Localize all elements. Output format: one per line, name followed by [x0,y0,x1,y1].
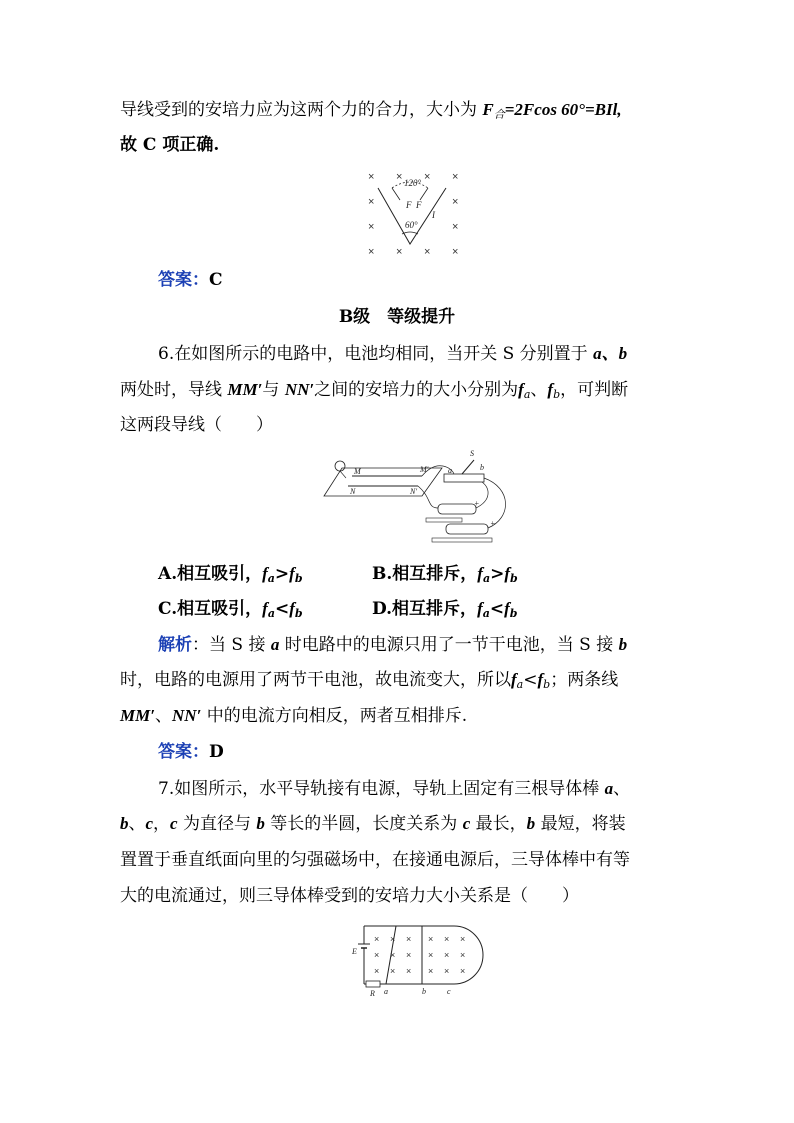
q6-mm: MM′ [227,380,263,399]
option-sub: b [510,572,518,585]
option-sub: b [509,607,518,620]
option-c[interactable] [158,597,303,626]
field-cross: × [452,221,459,233]
fig2-b: b [480,463,484,472]
q6-fb: f [547,380,554,399]
q7-line4: 大的电流通过，则三导体棒受到的安培力大小关系是（ ） [120,886,579,906]
formula-rest: =2Fcos 60°=BIl, [504,100,622,119]
svg-text:×: × [390,934,396,944]
fig3-b: b [422,987,426,996]
q7-line1 [158,777,630,801]
option-f: f [262,564,268,583]
svg-text:×: × [444,966,450,976]
field-cross: × [368,221,375,233]
field-cross: × [396,246,403,258]
fig1-force-left: F [406,200,412,210]
analysis-text: ；两条线 [550,670,619,690]
field-cross: × [368,171,375,183]
option-f: f [289,564,295,583]
para1-text: 导线受到的安培力应为这两个力的合力，大小为 [120,100,483,120]
figure-circuit [322,448,532,548]
q6-text: 与 [262,380,285,400]
fig3-a: a [384,987,388,996]
para1-line2: 故 C 项正确. [120,135,220,155]
q6-text: 6.在如图所示的电路中，电池均相同，当开关 S 分别置于 [158,344,594,364]
analysis-f: f [511,670,517,689]
formula-f: F [482,100,494,119]
q7-line2 [120,812,626,836]
svg-text:×: × [390,966,396,976]
option-sub: a [482,607,490,620]
q7-text: 等长的半圆，长度关系为 [264,814,463,834]
q7-var: c [145,814,154,833]
option-f: f [289,599,295,618]
option-d[interactable] [372,597,518,626]
analysis-text: 中的电流方向相反，两者互相排斥. [201,706,468,726]
answer-label: 答案： [158,270,209,290]
q6-fb-sub: b [553,388,561,401]
option-rel: > [274,564,290,584]
svg-text:×: × [460,934,466,944]
fig1-angle-top: 120° [404,178,422,188]
analysis-sub: a [516,678,524,691]
answer-2 [158,740,224,764]
field-cross: × [368,196,375,208]
q7-var: c [170,814,178,833]
analysis-b: b [618,635,628,654]
q7-var: b [120,814,129,833]
option-c-text: C.相互吸引， [158,599,263,619]
option-f: f [477,599,483,618]
fig2-S: S [470,449,474,458]
q7-text: 7.如图所示，水平导轨接有电源，导轨上固定有三根导体棒 [158,779,605,799]
svg-text:×: × [428,934,434,944]
svg-text:×: × [428,950,434,960]
para1-line1 [120,98,622,127]
analysis-text: 、 [155,706,173,726]
option-sub: b [294,572,303,585]
q7-var: b [256,814,265,833]
option-d-text: D.相互排斥， [372,599,478,619]
q7-text: ， [153,814,171,834]
q6-line3: 这两段导线（ ） [120,415,273,435]
field-cross: × [424,246,431,258]
q6-line2 [120,378,628,407]
q6-ab: a、b [593,344,628,363]
q6-fa-sub: a [523,388,531,401]
analysis-text: 时电路中的电源只用了一节干电池，当 S 接 [279,635,619,655]
option-a[interactable] [158,562,303,591]
option-b-text: B.相互排斥， [372,564,478,584]
analysis-f: f [537,670,544,689]
option-rel: < [489,599,505,619]
answer-value: C [209,270,223,290]
fig3-E: E [352,947,357,956]
analysis-nn: NN′ [172,706,202,725]
field-cross: × [452,171,459,183]
option-sub: b [294,607,303,620]
formula-sub: 合 [493,108,505,121]
svg-text:×: × [374,934,380,944]
svg-text:×: × [390,950,396,960]
option-b[interactable] [372,562,518,591]
option-sub: a [482,572,491,585]
figure-v-wire [360,166,470,261]
q7-text: 最短，将装 [535,814,626,834]
fig3-c: c [447,987,451,996]
option-f: f [504,599,510,618]
analysis-a: a [270,635,280,654]
fig2-N: N [350,487,356,496]
fig2-a: a [448,466,452,475]
fig2-plus1: + [474,499,480,508]
svg-text:×: × [406,934,412,944]
option-rel: < [274,599,290,619]
option-rel: > [490,564,505,584]
answer-value: D [209,742,224,762]
analysis-sub: b [543,678,551,691]
q7-var: a [604,779,614,798]
answer-1 [158,268,223,292]
svg-text:×: × [460,950,466,960]
q7-text: 最长， [470,814,527,834]
field-cross: × [368,246,375,258]
answer-label: 答案： [158,742,209,762]
option-f: f [477,564,483,583]
q7-line3: 置置于垂直纸面向里的匀强磁场中，在接通电源后，三导体棒中有等 [120,850,630,870]
q7-text: 、 [613,779,631,799]
fig2-M2: M′ [420,465,429,474]
svg-text:×: × [460,966,466,976]
analysis-line1 [158,633,627,657]
option-f: f [504,564,511,583]
q7-text: 、 [128,814,146,834]
svg-text:×: × [406,950,412,960]
fig3-R: R [370,989,375,998]
analysis-label: 解析 [158,635,192,655]
analysis-text: 时，电路的电源用了两节干电池，故电流变大，所以 [120,670,511,690]
q6-text: 两处时，导线 [120,380,228,400]
svg-text:×: × [428,966,434,976]
field-cross: × [424,171,431,183]
analysis-mm: MM′ [120,706,156,725]
analysis-rel: < [523,670,538,690]
q6-line1 [158,342,627,366]
q7-text: 为直径与 [177,814,257,834]
section-heading: B级 等级提升 [338,307,456,327]
figure-rails [350,920,490,1000]
analysis-line2 [120,668,618,697]
svg-text:×: × [374,966,380,976]
fig2-M: M [354,467,361,476]
option-f: f [262,599,268,618]
q6-fa: f [518,380,524,399]
option-a-text: A.相互吸引， [158,564,263,584]
field-cross: × [396,171,403,183]
fig1-current: I [432,210,435,220]
q6-nn: NN′ [284,380,315,399]
svg-text:×: × [374,950,380,960]
svg-text:×: × [406,966,412,976]
q7-var: c [462,814,471,833]
q7-var: b [526,814,536,833]
option-sub: a [267,607,275,620]
svg-text:×: × [444,934,450,944]
svg-text:×: × [444,950,450,960]
analysis-text: ：当 S 接 [192,635,271,655]
option-sub: a [267,572,275,585]
analysis-line3 [120,704,467,728]
fig1-force-right: F [416,200,422,210]
fig2-plus2: + [490,519,496,528]
q6-text: ，可判断 [560,380,629,400]
q6-sep: 、 [530,380,548,400]
fig2-N2: N′ [410,487,418,496]
field-cross: × [452,246,459,258]
q6-text: 之间的安培力的大小分别为 [314,380,519,400]
field-cross: × [452,196,459,208]
fig1-angle-bottom: 60° [405,220,418,230]
